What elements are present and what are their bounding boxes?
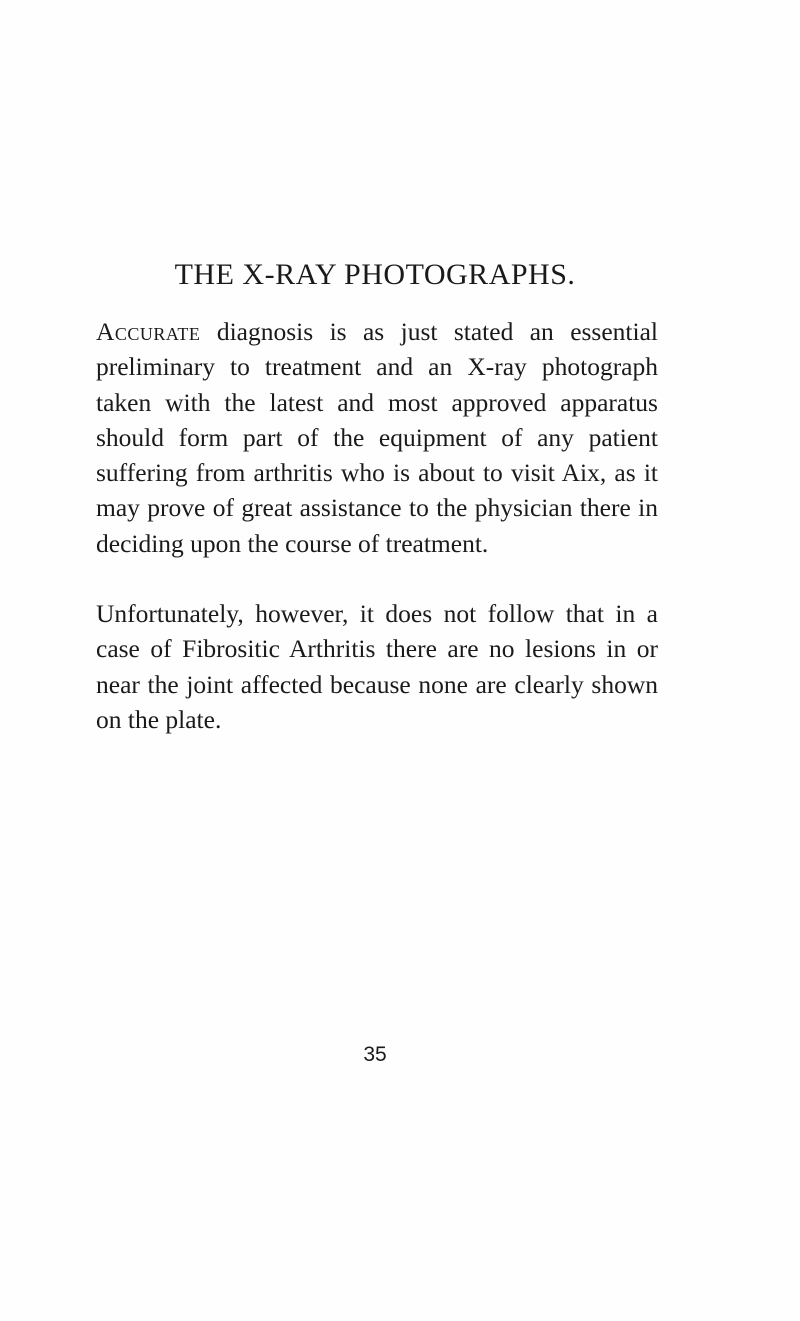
- paragraph-lead-word: Accurate: [96, 317, 201, 346]
- paragraph-2: [96, 596, 658, 737]
- paragraph-1: [96, 314, 658, 561]
- chapter-heading: THE X-RAY PHOTOGRAPHS.: [174, 258, 576, 291]
- page-number: 35: [363, 1043, 387, 1066]
- paragraph-text: diagnosis is as just stated an essential preliminary to treatment and an X-ray photograph taken with the latest and most approved apparatus should form part of the equipment of any patient suffering from arthritis who is about to visit Aix, as it may prove of great assistance to the physician there in deciding upon the course of treatment.: [96, 317, 658, 558]
- paragraph-text: Unfortunately, however, it does not follow that in a case of Fibrositic Arthritis there are no lesions in or near the joint affected because none are clearly shown on the plate.: [96, 599, 658, 734]
